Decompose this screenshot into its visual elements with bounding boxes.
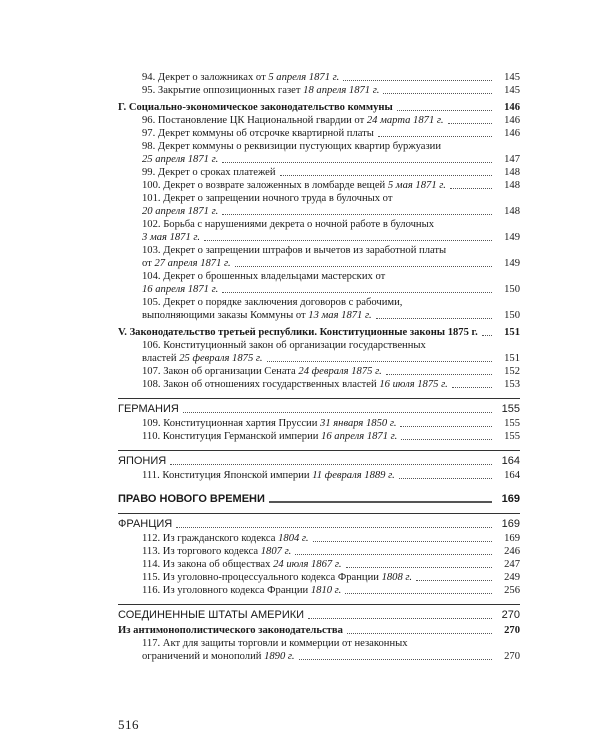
toc-entry-line [142,140,496,153]
toc-entry-date: 5 апреля 1871 г. [268,72,340,83]
toc-entry-date: 1804 г. [278,533,309,544]
toc-entry-text [142,270,496,296]
toc-entry-date: 25 апреля 1871 г. [142,154,219,165]
toc-entry-line [142,532,309,545]
toc-entry-line [142,378,448,391]
toc-entry-section [118,493,520,506]
toc-entry-text [118,518,496,531]
toc-entry-date: 16 апреля 1871 г. [142,284,219,295]
toc-entry-item [118,584,520,597]
toc-entry-title: 111. Конституция Японской империи [142,470,313,481]
toc-entry-line [142,417,396,430]
toc-page-number: 150 [504,310,520,321]
toc-entry-line [118,493,265,506]
toc-entry-country [118,398,520,416]
leader-dots [386,373,492,375]
toc-entry-title: от [142,258,155,269]
leader-dots [183,411,492,413]
toc-entry-item [118,218,520,244]
toc-entry-item [118,430,520,443]
leader-dots [397,109,492,111]
toc-entry-line [142,584,341,597]
toc-entry-sub [118,326,520,339]
toc-page-number: 247 [504,559,520,570]
toc-entry-line [118,326,478,339]
toc-page-number: 149 [504,232,520,243]
toc-entry-title: 106. Конституционный закон об организации государственных [142,340,426,351]
toc-entry-item [118,571,520,584]
toc-entry-date: 18 апреля 1871 г. [303,85,380,96]
toc-entry-date: 3 мая 1871 г. [142,232,201,243]
toc-entry-line [142,571,412,584]
toc-entry-date: 1890 г. [264,651,295,662]
toc-entry-item [118,244,520,270]
toc-entry-line [118,403,179,416]
toc-entry-title: 109. Конституционная хартия Пруссии [142,418,321,429]
toc-entry-title: выполняющими заказы Коммуны от [142,310,309,321]
leader-dots [401,438,492,440]
leader-dots [267,360,492,362]
toc-page-number: 146 [504,102,520,113]
toc-entry-title: 104. Декрет о брошенных владельцами мастерских от [142,271,386,282]
leader-dots [452,386,492,388]
toc-entry-title: 98. Декрет коммуны о реквизиции пустующих квартир буржуазии [142,141,442,152]
toc-entry-text [142,84,496,97]
toc-entry-text [142,469,496,482]
toc-page-number: 270 [501,609,520,621]
leader-dots [313,540,492,542]
toc-page-number: 169 [504,533,520,544]
toc-entry-date: 5 мая 1871 г. [387,180,446,191]
toc-entry-line [142,244,496,257]
leader-dots [482,334,492,336]
leader-dots [176,526,492,528]
toc-entry-line [142,231,200,244]
toc-entry-item [118,365,520,378]
toc-page-number: 148 [504,180,520,191]
toc-entry-title: 97. Декрет коммуны об отсрочке квартирной платы [142,128,374,139]
toc-entry-line [118,455,166,468]
toc-entry-date: 31 января 1850 г. [320,418,397,429]
toc-entry-text [142,417,496,430]
leader-dots [299,658,492,660]
toc-entry-line [142,558,342,571]
toc-page-number: 149 [504,258,520,269]
toc-entry-date: 20 апреля 1871 г. [142,206,219,217]
toc-entry-line [142,637,496,650]
toc-page-number: 145 [504,85,520,96]
toc-entry-line [142,469,395,482]
toc-entry-text [142,558,496,571]
toc-page-number: 169 [501,518,520,530]
toc-entry-item [118,84,520,97]
toc-page-number: 145 [504,72,520,83]
toc-entry-line [142,114,444,127]
toc-entry-title: ГЕРМАНИЯ [118,403,179,415]
leader-dots [343,79,492,81]
toc-entry-line [118,609,304,622]
toc-entry-text [118,609,496,622]
toc-entry-title: Г. Социально-экономическое законодательство коммуны [118,102,393,113]
leader-dots [450,187,492,189]
toc-entry-text [142,339,496,365]
toc-entry-item [118,532,520,545]
toc-entry-title: ФРАНЦИЯ [118,518,173,530]
toc-entry-date: 25 февраля 1875 г. [179,353,263,364]
toc-page-number: 256 [504,585,520,596]
toc-entry-text [118,455,496,468]
toc-entry-item [118,558,520,571]
toc-entry-text [142,192,496,218]
toc-entry-title: 107. Закон об организации Сената [142,366,299,377]
leader-dots [416,579,492,581]
leader-dots [448,122,492,124]
leader-dots [346,566,493,568]
toc-entry-title: 99. Декрет о сроках платежей [142,167,276,178]
toc-page-number: 155 [501,403,520,415]
toc-entry-date: 1810 г. [310,585,342,596]
toc-entry-text [142,637,496,663]
toc-entry-text [142,545,496,558]
leader-dots [383,92,492,94]
toc-entry-line [142,545,291,558]
toc-page-number: 152 [504,366,520,377]
toc-entry-title: властей [142,353,180,364]
leader-dots [235,265,492,267]
leader-dots [378,135,492,137]
toc-entry-title: 105. Декрет о порядке заключения договоров с рабочими, [142,297,403,308]
toc-entry-text [142,71,496,84]
toc-entry-date: 16 апреля 1871 г. [321,431,398,442]
leader-dots [347,632,492,634]
toc-entry-title: 112. Из гражданского кодекса [142,533,279,544]
toc-entry-line [142,179,446,192]
toc-entry-item [118,545,520,558]
toc-entry-title: ЯПОНИЯ [118,455,167,467]
toc-entry-text [118,493,496,506]
toc-entry-sub [118,101,520,114]
leader-dots [400,425,492,427]
leader-dots [280,174,492,176]
leader-dots [295,553,492,555]
toc-page-number: 155 [504,418,520,429]
toc-entry-text [142,218,496,244]
toc-entry-item [118,192,520,218]
toc-entry-date: 13 мая 1871 г. [308,310,372,321]
toc-entry-text [118,403,496,416]
toc-page-number: 153 [504,379,520,390]
toc-page-number: 164 [504,470,520,481]
table-of-contents [118,71,520,663]
toc-entry-line [142,339,496,352]
leader-dots [222,161,492,163]
toc-entry-text [142,244,496,270]
toc-entry-date: 1808 г. [381,572,413,583]
toc-entry-title: Из антимонополистического законодательства [118,625,343,636]
toc-entry-title: 103. Декрет о запрещении штрафов и вычетов из заработной платы [142,245,447,256]
leader-dots [308,617,492,619]
toc-page-number: 148 [504,167,520,178]
leader-dots [376,317,492,319]
toc-entry-item [118,127,520,140]
toc-entry-text [142,378,496,391]
toc-entry-title: 96. Постановление ЦК Национальной гвардии от [142,115,367,126]
toc-entry-item [118,270,520,296]
toc-page-number: 155 [504,431,520,442]
toc-entry-item [118,179,520,192]
toc-entry-line [118,518,172,531]
toc-page-number: 148 [504,206,520,217]
toc-page-number: 169 [501,493,520,505]
toc-entry-text [142,571,496,584]
toc-entry-line [118,101,393,114]
toc-entry-line [142,270,496,283]
toc-entry-title: 115. Из уголовно-процессуального кодекса Франции [142,572,382,583]
toc-page-number: 147 [504,154,520,165]
toc-entry-item [118,469,520,482]
toc-entry-date: 11 февраля 1889 г. [312,470,395,481]
toc-page-number: 150 [504,284,520,295]
toc-entry-title: ограничений и монополий [142,651,265,662]
toc-entry-text [118,101,496,114]
toc-entry-item [118,378,520,391]
toc-entry-text [142,127,496,140]
toc-entry-text [142,532,496,545]
toc-entry-line [118,624,343,637]
toc-entry-line [142,192,496,205]
leader-dots [269,500,492,503]
toc-entry-line [142,218,496,231]
toc-entry-text [142,430,496,443]
toc-entry-text [142,140,496,166]
toc-entry-title: 114. Из закона об обществах [142,559,274,570]
toc-entry-title: 113. Из торгового кодекса [142,546,261,557]
toc-entry-line [142,283,218,296]
toc-entry-line [142,309,372,322]
toc-entry-title: 116. Из уголовного кодекса Франции [142,585,311,596]
toc-entry-line [142,153,218,166]
toc-entry-text [142,365,496,378]
toc-entry-title: 94. Декрет о заложниках от [142,72,269,83]
toc-entry-line [142,71,339,84]
toc-page-number: 151 [504,353,520,364]
toc-entry-item [118,71,520,84]
leader-dots [399,477,492,479]
toc-entry-text [118,326,496,339]
toc-entry-item [118,296,520,322]
toc-entry-date: 16 июля 1875 г. [379,379,448,390]
toc-page-number: 146 [504,115,520,126]
toc-entry-text [142,584,496,597]
toc-page-number: 249 [504,572,520,583]
toc-entry-date: 24 марта 1871 г. [366,115,444,126]
toc-entry-line [142,166,276,179]
leader-dots [222,291,492,293]
toc-page-number: 246 [504,546,520,557]
toc-entry-title: 100. Декрет о возврате заложенных в ломбарде вещей [142,180,388,191]
toc-entry-line [142,296,496,309]
toc-entry-title: 108. Закон об отношениях государственных властей [142,379,380,390]
toc-entry-title: 110. Конституция Германской империи [142,431,322,442]
leader-dots [222,213,492,215]
toc-page-number: 270 [504,625,520,636]
toc-entry-text [118,624,496,637]
toc-page-number: 270 [504,651,520,662]
toc-page-number: 146 [504,128,520,139]
toc-entry-title: 117. Акт для защиты торговли и коммерции от незаконных [142,638,408,649]
toc-entry-item [118,114,520,127]
leader-dots [204,239,492,241]
toc-entry-date: 24 февраля 1875 г. [298,366,382,377]
page-number: 516 [118,717,139,732]
toc-entry-date: 27 апреля 1871 г. [154,258,231,269]
toc-entry-text [142,296,496,322]
toc-entry-text [142,166,496,179]
toc-entry-line [142,84,379,97]
toc-entry-title: СОЕДИНЕННЫЕ ШТАТЫ АМЕРИКИ [118,609,305,621]
toc-entry-date: 24 июля 1867 г. [273,559,342,570]
leader-dots [345,592,492,594]
toc-entry-line [142,430,397,443]
toc-entry-country [118,450,520,468]
toc-entry-text [142,114,496,127]
toc-page-number: 164 [501,455,520,467]
toc-entry-title: 102. Борьба с нарушениями декрета о ночной работе в булочных [142,219,435,230]
toc-entry-country [118,604,520,622]
toc-entry-line [142,127,374,140]
toc-entry-item [118,166,520,179]
toc-entry-sub [118,624,520,637]
toc-entry-line [142,365,382,378]
toc-entry-line [142,352,263,365]
toc-entry-line [142,650,295,663]
toc-entry-line [142,257,231,270]
toc-entry-line [142,205,218,218]
toc-entry-date: 1807 г. [260,546,292,557]
toc-entry-text [142,179,496,192]
toc-entry-title: 95. Закрытие оппозиционных газет [142,85,304,96]
toc-entry-title: V. Законодательство третьей республики. Конституционные законы 1875 г. [118,327,478,338]
toc-entry-title: ПРАВО НОВОГО ВРЕМЕНИ [118,493,265,505]
toc-entry-item [118,339,520,365]
leader-dots [170,463,492,465]
toc-entry-country [118,513,520,531]
toc-entry-item [118,140,520,166]
toc-entry-title: 101. Декрет о запрещении ночного труда в булочных от [142,193,393,204]
toc-page-number: 151 [504,327,520,338]
toc-entry-item [118,637,520,663]
toc-entry-item [118,417,520,430]
